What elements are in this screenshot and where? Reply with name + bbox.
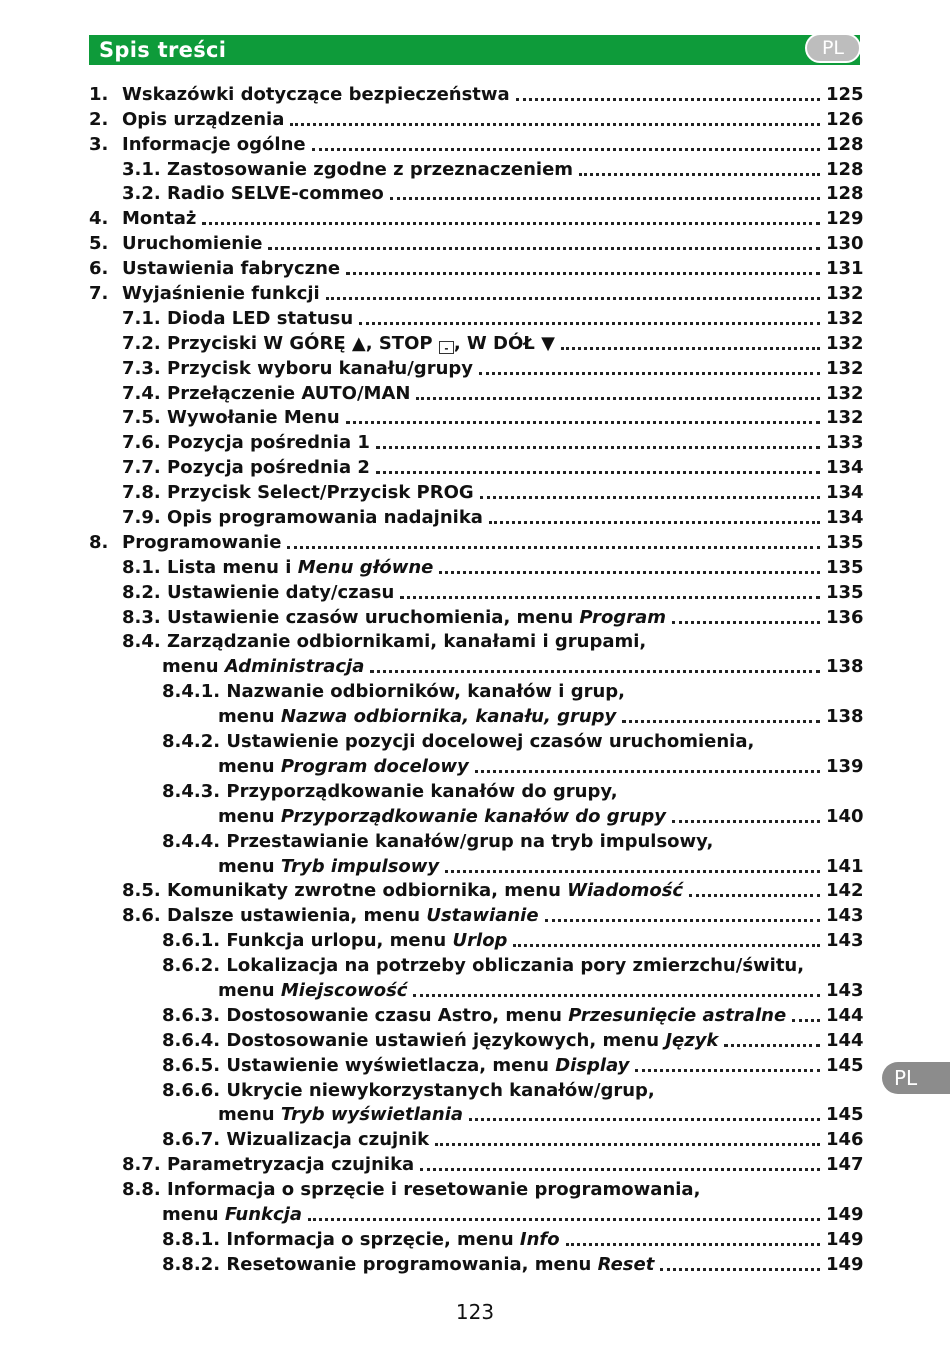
- dot-leader: [672, 810, 820, 823]
- toc-entry-text: Przycisk Select/Przycisk PROG: [167, 482, 474, 504]
- dot-leader: [792, 1009, 820, 1022]
- toc-entry-page: 135: [826, 556, 864, 578]
- toc-entry-text: Lokalizacja na potrzeby obliczania pory zmierzchu/świtu,: [226, 955, 805, 977]
- toc-entry[interactable]: [89, 528, 864, 553]
- toc-entry-title: [162, 681, 625, 702]
- toc-entry-text: Dioda LED statusu: [167, 307, 354, 329]
- toc-entry-text: Wyjaśnienie funkcji: [122, 283, 320, 305]
- toc-entry-title: [122, 482, 474, 503]
- toc-entry[interactable]: [89, 304, 864, 329]
- toc-entry-title: [162, 1254, 654, 1275]
- toc-entry-text: menu: [218, 979, 281, 1001]
- toc-entry-number: 8.5.: [122, 880, 161, 902]
- toc-entry[interactable]: [89, 1175, 860, 1200]
- toc-entry-menu-name: Administracja: [224, 656, 365, 678]
- toc-entry-title: [122, 383, 410, 404]
- toc-entry-title: [122, 582, 394, 603]
- toc-entry-menu-name: Przesunięcie astralne: [568, 1004, 787, 1026]
- toc-entry-number: 8.4.1.: [162, 681, 221, 703]
- toc-entry-number: 8.6.3.: [162, 1004, 221, 1026]
- toc-entry-number: 8.6.1.: [162, 930, 221, 952]
- dot-leader: [635, 1059, 820, 1072]
- toc-entry[interactable]: [89, 628, 860, 653]
- toc-entry-title: [122, 183, 384, 204]
- toc-entry-menu-name: Display: [555, 1054, 630, 1076]
- toc-entry-page: 134: [826, 507, 864, 529]
- toc-entry-number: 8.8.: [122, 1179, 161, 1201]
- toc-entry[interactable]: [89, 852, 864, 877]
- dot-leader: [622, 710, 820, 723]
- toc-entry[interactable]: [89, 802, 864, 827]
- toc-entry[interactable]: [89, 951, 860, 976]
- toc-entry-title: [122, 631, 646, 652]
- toc-entry-text: menu: [162, 656, 225, 678]
- dot-leader: [439, 561, 820, 574]
- toc-entry-title: [218, 706, 616, 727]
- dot-leader: [346, 411, 820, 424]
- toc-entry[interactable]: [89, 1200, 864, 1225]
- page-number: 123: [455, 1300, 495, 1324]
- toc-entry-page: 143: [826, 930, 864, 952]
- toc-entry-page: 135: [826, 531, 864, 553]
- toc-entry-text: Ustawienia fabryczne: [122, 258, 341, 280]
- toc-entry-page: 134: [826, 482, 864, 504]
- toc-entry[interactable]: [89, 105, 864, 130]
- toc-entry-title: [122, 233, 262, 254]
- toc-entry-text: menu: [218, 1104, 281, 1126]
- toc-entry-title: [122, 109, 284, 130]
- toc-entry-text: Ustawienie czasów uruchomienia, menu: [167, 606, 580, 628]
- toc-entry-text: Dostosowanie czasu Astro, menu: [226, 1004, 569, 1026]
- toc-entry-page: 128: [826, 183, 864, 205]
- dot-leader: [287, 536, 820, 549]
- toc-entry-text: Nazwanie odbiorników, kanałów i grup,: [226, 681, 626, 703]
- dot-leader: [390, 187, 820, 200]
- toc-entry-text: Pozycja pośrednia 1: [167, 432, 370, 454]
- toc-entry-page: 149: [826, 1203, 864, 1225]
- section-header-bar: [89, 35, 860, 65]
- toc-entry-number: 8.1.: [122, 556, 161, 578]
- toc-entry-page: 132: [826, 357, 864, 379]
- toc-entry-number: 8.8.2.: [162, 1253, 221, 1275]
- dot-leader: [566, 1233, 820, 1246]
- toc-entry-title: [122, 283, 320, 304]
- toc-entry[interactable]: [89, 1001, 864, 1026]
- toc-entry-number: 8.: [89, 531, 109, 553]
- dot-leader: [346, 262, 820, 275]
- toc-entry[interactable]: [89, 1150, 864, 1176]
- toc-entry-text: Dostosowanie ustawień językowych, menu: [226, 1029, 666, 1051]
- toc-entry-title: [162, 1080, 655, 1101]
- dot-leader: [513, 934, 820, 947]
- toc-entry-number: 5.: [89, 233, 109, 255]
- toc-entry-title: [122, 134, 306, 155]
- dot-leader: [480, 486, 820, 499]
- toc-entry-page: 126: [826, 108, 864, 130]
- toc-entry-number: 6.: [89, 258, 109, 280]
- toc-entry-page: 132: [826, 283, 864, 305]
- toc-entry-title: [162, 656, 364, 677]
- toc-entry-text: Montaż: [122, 208, 197, 230]
- toc-entry-text: Ustawienie daty/czasu: [167, 581, 395, 603]
- toc-entry-title: [218, 756, 469, 777]
- toc-entry-title: [122, 507, 483, 528]
- toc-entry-title: [162, 1204, 302, 1225]
- toc-entry-text: menu: [218, 755, 281, 777]
- toc-entry-title: [122, 607, 666, 628]
- toc-entry-text: Ustawienie wyświetlacza, menu: [226, 1054, 556, 1076]
- toc-entry-title: [122, 208, 196, 229]
- dot-leader: [413, 984, 820, 997]
- toc-entry-page: 140: [826, 805, 864, 827]
- toc-entry-menu-name: Język: [665, 1029, 719, 1051]
- toc-entry[interactable]: [89, 1076, 860, 1101]
- toc-entry-page: 143: [826, 979, 864, 1001]
- dot-leader: [370, 660, 820, 673]
- toc-entry-page: 147: [826, 1154, 864, 1176]
- toc-entry-menu-name: Reset: [597, 1253, 655, 1275]
- toc-entry-text: Przyciski W GÓRĘ ▲, STOP: [167, 332, 439, 354]
- toc-entry-text: Opis programowania nadajnika: [167, 507, 483, 529]
- toc-entry-page: 132: [826, 407, 864, 429]
- toc-entry[interactable]: [89, 652, 864, 678]
- toc-entry-number: 8.4.4.: [162, 830, 221, 852]
- dot-leader: [416, 387, 820, 400]
- toc-entry-text: Wskazówki dotyczące bezpieczeństwa: [122, 83, 510, 105]
- toc-entry-page: 129: [826, 208, 864, 230]
- language-side-tab[interactable]: PL: [882, 1062, 950, 1094]
- toc-entry-number: 7.1.: [122, 307, 161, 329]
- toc-entry[interactable]: [89, 752, 864, 777]
- toc-entry-page: 139: [826, 755, 864, 777]
- dot-leader: [672, 611, 820, 624]
- toc-entry-title: [218, 856, 439, 877]
- toc-entry-title: [122, 1179, 700, 1200]
- toc-entry-title: [218, 980, 407, 1001]
- toc-entry-number: 8.2.: [122, 581, 161, 603]
- toc-entry-page: 138: [826, 706, 864, 728]
- toc-entry-text: menu: [218, 855, 281, 877]
- toc-entry-title: [162, 1055, 629, 1076]
- language-badge: PL: [805, 33, 861, 63]
- dot-leader: [268, 237, 820, 250]
- toc-entry-number: 4.: [89, 208, 109, 230]
- toc-entry-title: [218, 1104, 463, 1125]
- toc-entry-text: Resetowanie programowania, menu: [226, 1253, 598, 1275]
- toc-entry-title: [162, 781, 618, 802]
- toc-entry-number: 7.7.: [122, 457, 161, 479]
- toc-entry-text: Programowanie: [122, 531, 282, 553]
- toc-entry-text: , W DÓŁ ▼: [453, 332, 555, 354]
- toc-entry-title: [122, 159, 573, 180]
- dot-leader: [326, 287, 820, 300]
- toc-entry-text: Informacja o sprzęcie i resetowanie programowania,: [167, 1179, 701, 1201]
- toc-entry[interactable]: [89, 279, 864, 305]
- toc-entry[interactable]: [89, 204, 864, 230]
- dot-leader: [435, 1133, 820, 1146]
- toc-entry-menu-name: Miejscowość: [280, 979, 408, 1001]
- toc-entry-title: [122, 905, 539, 926]
- toc-entry-title: [162, 831, 713, 852]
- toc-entry-menu-name: Ustawianie: [426, 905, 539, 927]
- toc-entry-number: 7.3.: [122, 357, 161, 379]
- toc-entry-text: Zarządzanie odbiornikami, kanałami i grupami,: [167, 631, 647, 653]
- toc-entry-text: Parametryzacja czujnika: [167, 1154, 415, 1176]
- toc-entry-menu-name: Przyporządkowanie kanałów do grupy: [280, 805, 666, 827]
- toc-entry-text: menu: [218, 706, 281, 728]
- dot-leader: [400, 586, 820, 599]
- dot-leader: [545, 909, 820, 922]
- toc-entry[interactable]: [89, 254, 864, 280]
- stop-symbol-icon: ▬: [439, 341, 454, 354]
- toc-entry-page: 146: [826, 1129, 864, 1151]
- toc-entry-number: 8.4.3.: [162, 780, 221, 802]
- toc-entry-title: [122, 532, 281, 553]
- toc-entry-text: Lista menu i: [167, 556, 298, 578]
- dot-leader: [561, 337, 820, 350]
- table-of-contents: [89, 80, 864, 1275]
- toc-entry-menu-name: Program docelowy: [280, 755, 469, 777]
- dot-leader: [290, 113, 820, 126]
- toc-entry-title: [218, 806, 666, 827]
- toc-entry-text: Zastosowanie zgodne z przeznaczeniem: [167, 158, 574, 180]
- toc-entry-page: 144: [826, 1004, 864, 1026]
- toc-entry-menu-name: Wiadomość: [567, 880, 684, 902]
- toc-entry-number: 8.3.: [122, 606, 161, 628]
- toc-entry-title: [162, 1005, 786, 1026]
- toc-entry-page: 141: [826, 855, 864, 877]
- toc-entry-text: Dalsze ustawienia, menu: [167, 905, 427, 927]
- toc-entry-number: 8.6.6.: [162, 1079, 221, 1101]
- toc-entry[interactable]: [89, 130, 864, 155]
- toc-entry[interactable]: [89, 329, 864, 354]
- dot-leader: [475, 760, 820, 773]
- toc-entry-text: Komunikaty zwrotne odbiornika, menu: [167, 880, 568, 902]
- toc-entry-number: 7.6.: [122, 432, 161, 454]
- page-title: Spis treści: [99, 38, 227, 62]
- toc-entry[interactable]: [89, 379, 864, 404]
- toc-entry-page: 133: [826, 432, 864, 454]
- toc-entry[interactable]: [89, 1125, 864, 1151]
- toc-entry-title: [162, 731, 754, 752]
- toc-entry-page: 125: [826, 83, 864, 105]
- toc-entry-title: [162, 1229, 560, 1250]
- toc-entry-text: Opis urządzenia: [122, 108, 285, 130]
- toc-entry-page: 149: [826, 1228, 864, 1250]
- toc-entry-title: [122, 258, 340, 279]
- toc-entry[interactable]: [89, 155, 864, 180]
- toc-entry-text: Pozycja pośrednia 2: [167, 457, 370, 479]
- dot-leader: [445, 860, 820, 873]
- toc-entry-number: 8.6.7.: [162, 1129, 221, 1151]
- toc-entry-text: menu: [218, 805, 281, 827]
- toc-entry-number: 8.4.2.: [162, 731, 221, 753]
- toc-entry[interactable]: [89, 1225, 864, 1250]
- toc-entry[interactable]: [89, 180, 864, 205]
- toc-entry[interactable]: [89, 503, 864, 529]
- dot-leader: [359, 312, 820, 325]
- toc-entry-title: [162, 1030, 718, 1051]
- toc-entry[interactable]: [89, 478, 864, 504]
- toc-entry-number: 3.1.: [122, 158, 161, 180]
- toc-entry-text: Przycisk wyboru kanału/grupy: [167, 357, 473, 379]
- dot-leader: [376, 436, 820, 449]
- toc-entry-menu-name: Urlop: [452, 930, 508, 952]
- toc-entry-text: Przestawianie kanałów/grup na tryb impulsowy,: [226, 830, 714, 852]
- toc-entry-number: 7.: [89, 283, 109, 305]
- toc-entry-menu-name: Funkcja: [224, 1203, 303, 1225]
- toc-entry-menu-name: Tryb wyświetlania: [280, 1104, 464, 1126]
- toc-entry[interactable]: [89, 603, 864, 628]
- toc-entry-menu-name: Menu główne: [297, 556, 434, 578]
- toc-entry-number: 8.6.2.: [162, 955, 221, 977]
- toc-entry-number: 3.2.: [122, 183, 161, 205]
- toc-entry-title: [162, 930, 507, 951]
- toc-entry-title: [122, 308, 353, 329]
- toc-entry-page: 128: [826, 158, 864, 180]
- toc-entry-page: 145: [826, 1054, 864, 1076]
- toc-entry[interactable]: [89, 901, 864, 927]
- toc-entry-text: Ukrycie niewykorzystanych kanałów/grup,: [226, 1079, 655, 1101]
- toc-entry[interactable]: [89, 1250, 864, 1275]
- toc-entry[interactable]: [89, 1051, 864, 1076]
- toc-entry[interactable]: [89, 877, 864, 902]
- toc-entry-page: 136: [826, 606, 864, 628]
- toc-entry-text: Wizualizacja czujnik: [226, 1129, 430, 1151]
- toc-entry-number: 8.8.1.: [162, 1228, 221, 1250]
- dot-leader: [312, 138, 820, 151]
- toc-entry-text: Radio SELVE-commeo: [167, 183, 384, 205]
- toc-entry[interactable]: [89, 553, 864, 578]
- toc-entry-number: 8.6.4.: [162, 1029, 221, 1051]
- toc-entry-title: [122, 407, 340, 428]
- toc-entry-number: 3.: [89, 133, 109, 155]
- toc-entry-number: 7.5.: [122, 407, 161, 429]
- toc-entry[interactable]: [89, 404, 864, 429]
- dot-leader: [420, 1158, 820, 1171]
- toc-entry-text: Przełączenie AUTO/MAN: [167, 382, 411, 404]
- toc-entry-page: 145: [826, 1104, 864, 1126]
- dot-leader: [489, 511, 820, 524]
- toc-entry-number: 8.6.: [122, 905, 161, 927]
- toc-entry-title: [122, 333, 555, 354]
- toc-entry-number: 7.2.: [122, 332, 161, 354]
- toc-entry[interactable]: [89, 453, 864, 479]
- toc-entry-page: 144: [826, 1029, 864, 1051]
- dot-leader: [579, 163, 820, 176]
- toc-entry-page: 142: [826, 880, 864, 902]
- toc-entry-page: 131: [826, 258, 864, 280]
- toc-entry-text: Informacje ogólne: [122, 133, 306, 155]
- dot-leader: [479, 362, 820, 375]
- toc-entry-text: menu: [162, 1203, 225, 1225]
- toc-entry-page: 132: [826, 332, 864, 354]
- toc-entry[interactable]: [89, 926, 864, 952]
- toc-entry[interactable]: [89, 1026, 864, 1051]
- toc-entry-page: 132: [826, 307, 864, 329]
- toc-entry-title: [162, 955, 804, 976]
- toc-entry-title: [122, 557, 433, 578]
- toc-entry[interactable]: [89, 354, 864, 379]
- dot-leader: [308, 1208, 820, 1221]
- toc-entry-menu-name: Program: [579, 606, 666, 628]
- toc-entry-page: 128: [826, 133, 864, 155]
- toc-entry-page: 134: [826, 457, 864, 479]
- toc-entry-page: 132: [826, 382, 864, 404]
- toc-entry-number: 8.4.: [122, 631, 161, 653]
- toc-entry[interactable]: [89, 976, 864, 1001]
- dot-leader: [516, 88, 820, 101]
- toc-entry-number: 2.: [89, 108, 109, 130]
- toc-entry-title: [122, 457, 370, 478]
- toc-entry-number: 8.7.: [122, 1154, 161, 1176]
- toc-entry-number: 8.6.5.: [162, 1054, 221, 1076]
- toc-entry-number: 7.4.: [122, 382, 161, 404]
- toc-entry[interactable]: [89, 727, 860, 752]
- toc-entry-page: 135: [826, 581, 864, 603]
- toc-entry-text: Informacja o sprzęcie, menu: [226, 1228, 520, 1250]
- toc-entry[interactable]: [89, 827, 860, 852]
- toc-entry[interactable]: [89, 702, 864, 728]
- toc-entry-menu-name: Tryb impulsowy: [280, 855, 440, 877]
- toc-entry-page: 143: [826, 905, 864, 927]
- toc-entry-text: Ustawienie pozycji docelowej czasów uruchomienia,: [226, 731, 755, 753]
- toc-entry[interactable]: [89, 677, 860, 702]
- dot-leader: [689, 884, 820, 897]
- toc-entry-number: 7.8.: [122, 482, 161, 504]
- toc-entry-title: [122, 880, 683, 901]
- toc-entry[interactable]: [89, 229, 864, 255]
- toc-entry-page: 130: [826, 233, 864, 255]
- dot-leader: [376, 461, 820, 474]
- toc-entry-number: 7.9.: [122, 507, 161, 529]
- toc-entry-text: Wywołanie Menu: [167, 407, 340, 429]
- toc-entry-title: [162, 1129, 429, 1150]
- toc-entry-title: [122, 1154, 414, 1175]
- toc-entry-text: Uruchomienie: [122, 233, 263, 255]
- toc-entry-text: Przyporządkowanie kanałów do grupy,: [226, 780, 618, 802]
- toc-entry-text: Funkcja urlopu, menu: [226, 930, 453, 952]
- toc-entry-page: 149: [826, 1253, 864, 1275]
- toc-entry-menu-name: Nazwa odbiornika, kanału, grupy: [280, 706, 617, 728]
- toc-entry[interactable]: [89, 578, 864, 603]
- toc-entry[interactable]: [89, 777, 860, 802]
- dot-leader: [660, 1258, 820, 1271]
- dot-leader: [469, 1108, 820, 1121]
- toc-entry-title: [122, 432, 370, 453]
- toc-entry-page: 138: [826, 656, 864, 678]
- dot-leader: [724, 1034, 820, 1047]
- dot-leader: [202, 212, 820, 225]
- toc-entry-title: [122, 84, 510, 105]
- toc-entry[interactable]: [89, 1101, 864, 1126]
- toc-entry-title: [122, 358, 473, 379]
- toc-entry[interactable]: [89, 428, 864, 454]
- toc-entry-menu-name: Info: [519, 1228, 560, 1250]
- toc-entry[interactable]: [89, 80, 864, 105]
- toc-entry-number: 1.: [89, 83, 109, 105]
